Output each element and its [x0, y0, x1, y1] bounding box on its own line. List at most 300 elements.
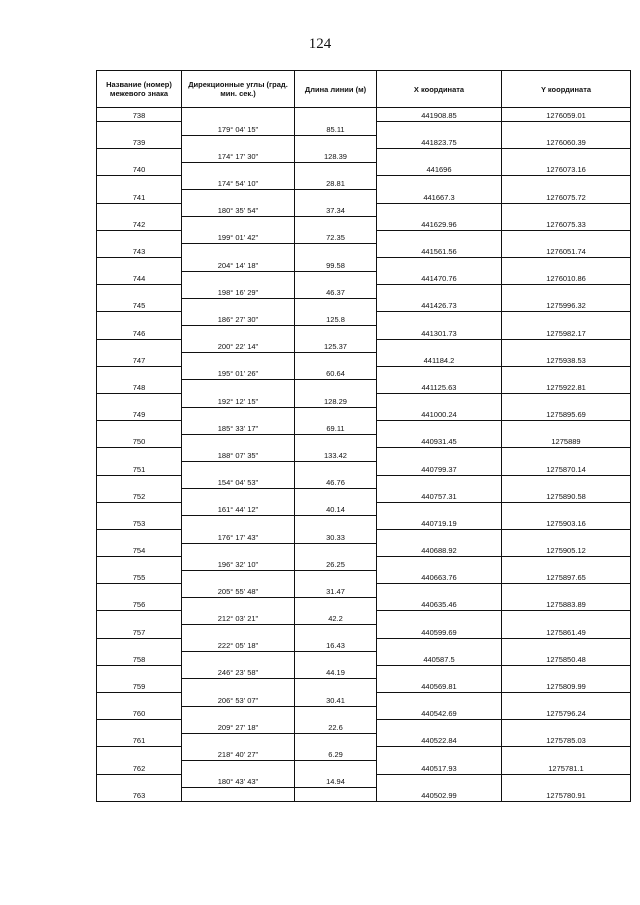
y-coordinate: 1276010.86	[502, 271, 631, 285]
empty-cell	[97, 149, 182, 163]
empty-cell	[182, 679, 295, 693]
empty-cell	[182, 353, 295, 367]
point-name: 753	[97, 516, 182, 530]
empty-cell	[182, 570, 295, 584]
empty-cell	[502, 611, 631, 625]
empty-cell	[182, 271, 295, 285]
table-row	[97, 353, 631, 367]
x-coordinate: 441426.73	[377, 298, 502, 312]
y-coordinate: 1275890.58	[502, 489, 631, 503]
empty-cell	[502, 720, 631, 734]
table-row	[97, 679, 631, 693]
direction-angle: 204° 14' 18"	[182, 258, 295, 272]
empty-cell	[182, 135, 295, 149]
y-coordinate: 1275809.99	[502, 679, 631, 693]
x-coordinate: 440599.69	[377, 625, 502, 639]
direction-angle: 174° 17' 30"	[182, 149, 295, 163]
line-length: 128.29	[295, 393, 377, 407]
empty-cell	[97, 230, 182, 244]
table-row	[97, 135, 631, 149]
empty-cell	[182, 162, 295, 176]
empty-cell	[377, 693, 502, 707]
empty-cell	[295, 489, 377, 503]
table-row	[97, 761, 631, 775]
empty-cell	[182, 489, 295, 503]
table-row	[97, 597, 631, 611]
y-coordinate: 1276073.16	[502, 162, 631, 176]
line-length: 44.19	[295, 665, 377, 679]
direction-angle: 206° 53' 07"	[182, 693, 295, 707]
empty-cell	[295, 135, 377, 149]
x-coordinate: 440931.45	[377, 434, 502, 448]
empty-cell	[377, 366, 502, 380]
empty-cell	[377, 665, 502, 679]
point-name: 739	[97, 135, 182, 149]
empty-cell	[502, 122, 631, 136]
direction-angle: 176° 17' 43"	[182, 529, 295, 543]
empty-cell	[295, 162, 377, 176]
table-row	[97, 122, 631, 136]
table-row	[97, 326, 631, 340]
point-name: 752	[97, 489, 182, 503]
empty-cell	[182, 326, 295, 340]
empty-cell	[182, 380, 295, 394]
empty-cell	[502, 203, 631, 217]
table-row	[97, 108, 631, 122]
empty-cell	[295, 108, 377, 122]
line-length: 22.6	[295, 720, 377, 734]
table-row	[97, 543, 631, 557]
empty-cell	[377, 258, 502, 272]
point-name: 741	[97, 190, 182, 204]
direction-angle: 205° 55' 48"	[182, 584, 295, 598]
empty-cell	[502, 774, 631, 788]
empty-cell	[295, 271, 377, 285]
point-name: 751	[97, 461, 182, 475]
empty-cell	[502, 502, 631, 516]
table-row	[97, 190, 631, 204]
table-row	[97, 271, 631, 285]
point-name: 750	[97, 434, 182, 448]
table-row	[97, 706, 631, 720]
direction-angle: 199° 01' 42"	[182, 230, 295, 244]
empty-cell	[97, 693, 182, 707]
y-coordinate: 1275903.16	[502, 516, 631, 530]
line-length: 85.11	[295, 122, 377, 136]
direction-angle: 196° 32' 10"	[182, 557, 295, 571]
empty-cell	[97, 285, 182, 299]
x-coordinate: 441908.85	[377, 108, 502, 122]
point-name: 761	[97, 733, 182, 747]
empty-cell	[295, 733, 377, 747]
empty-cell	[182, 761, 295, 775]
empty-cell	[182, 625, 295, 639]
empty-cell	[502, 285, 631, 299]
x-coordinate: 441823.75	[377, 135, 502, 149]
empty-cell	[377, 611, 502, 625]
empty-cell	[377, 339, 502, 353]
y-coordinate: 1275897.65	[502, 570, 631, 584]
empty-cell	[377, 448, 502, 462]
empty-cell	[97, 339, 182, 353]
empty-cell	[182, 217, 295, 231]
empty-cell	[295, 326, 377, 340]
table-row	[97, 339, 631, 353]
empty-cell	[97, 529, 182, 543]
point-name: 756	[97, 597, 182, 611]
empty-cell	[97, 203, 182, 217]
empty-cell	[97, 366, 182, 380]
empty-cell	[295, 543, 377, 557]
line-length: 28.81	[295, 176, 377, 190]
line-length: 72.35	[295, 230, 377, 244]
point-name: 754	[97, 543, 182, 557]
table-header-row	[97, 71, 631, 108]
direction-angle: 186° 27' 30"	[182, 312, 295, 326]
empty-cell	[97, 448, 182, 462]
table-row	[97, 774, 631, 788]
x-coordinate: 440517.93	[377, 761, 502, 775]
header-y: Y координата	[502, 71, 631, 108]
empty-cell	[377, 529, 502, 543]
empty-cell	[377, 747, 502, 761]
table-row	[97, 434, 631, 448]
line-length: 42.2	[295, 611, 377, 625]
empty-cell	[502, 747, 631, 761]
empty-cell	[502, 693, 631, 707]
direction-angle: 246° 23' 58"	[182, 665, 295, 679]
empty-cell	[182, 407, 295, 421]
empty-cell	[502, 339, 631, 353]
empty-cell	[97, 584, 182, 598]
empty-cell	[295, 298, 377, 312]
line-length: 128.39	[295, 149, 377, 163]
x-coordinate: 440587.5	[377, 652, 502, 666]
table-row	[97, 176, 631, 190]
line-length: 31.47	[295, 584, 377, 598]
empty-cell	[377, 203, 502, 217]
empty-cell	[502, 448, 631, 462]
y-coordinate: 1275982.17	[502, 326, 631, 340]
empty-cell	[295, 380, 377, 394]
table-row	[97, 693, 631, 707]
x-coordinate: 440635.46	[377, 597, 502, 611]
empty-cell	[182, 244, 295, 258]
y-coordinate: 1275922.81	[502, 380, 631, 394]
x-coordinate: 440719.19	[377, 516, 502, 530]
empty-cell	[97, 774, 182, 788]
empty-cell	[182, 733, 295, 747]
y-coordinate: 1276051.74	[502, 244, 631, 258]
point-name: 746	[97, 326, 182, 340]
empty-cell	[182, 108, 295, 122]
empty-cell	[182, 516, 295, 530]
line-length: 37.34	[295, 203, 377, 217]
line-length: 46.37	[295, 285, 377, 299]
empty-cell	[182, 597, 295, 611]
empty-cell	[295, 788, 377, 802]
y-coordinate: 1275905.12	[502, 543, 631, 557]
point-name: 755	[97, 570, 182, 584]
table-row	[97, 502, 631, 516]
x-coordinate: 440522.84	[377, 733, 502, 747]
table-row	[97, 652, 631, 666]
point-name: 748	[97, 380, 182, 394]
table-row	[97, 366, 631, 380]
table-row	[97, 393, 631, 407]
line-length: 26.25	[295, 557, 377, 571]
table-row	[97, 570, 631, 584]
table-row	[97, 733, 631, 747]
x-coordinate: 440502.99	[377, 788, 502, 802]
empty-cell	[97, 720, 182, 734]
empty-cell	[97, 475, 182, 489]
table-row	[97, 788, 631, 802]
point-name: 757	[97, 625, 182, 639]
empty-cell	[97, 312, 182, 326]
empty-cell	[502, 366, 631, 380]
line-length: 60.64	[295, 366, 377, 380]
empty-cell	[377, 176, 502, 190]
table-row	[97, 720, 631, 734]
empty-cell	[502, 393, 631, 407]
empty-cell	[97, 176, 182, 190]
empty-cell	[97, 502, 182, 516]
table-row	[97, 475, 631, 489]
empty-cell	[502, 665, 631, 679]
empty-cell	[295, 625, 377, 639]
empty-cell	[502, 176, 631, 190]
empty-cell	[182, 788, 295, 802]
header-angle: Дирекционные углы (град. мин. сек.)	[182, 71, 295, 108]
line-length: 99.58	[295, 258, 377, 272]
table-row	[97, 611, 631, 625]
y-coordinate: 1276060.39	[502, 135, 631, 149]
table-row	[97, 244, 631, 258]
empty-cell	[97, 557, 182, 571]
direction-angle: 180° 43' 43"	[182, 774, 295, 788]
table-row	[97, 380, 631, 394]
y-coordinate: 1275938.53	[502, 353, 631, 367]
table-row	[97, 665, 631, 679]
table-row	[97, 149, 631, 163]
point-name: 744	[97, 271, 182, 285]
point-name: 763	[97, 788, 182, 802]
empty-cell	[502, 149, 631, 163]
line-length: 46.76	[295, 475, 377, 489]
x-coordinate: 440663.76	[377, 570, 502, 584]
direction-angle: 161° 44' 12"	[182, 502, 295, 516]
table-row	[97, 298, 631, 312]
table-row	[97, 557, 631, 571]
point-name: 760	[97, 706, 182, 720]
empty-cell	[295, 244, 377, 258]
empty-cell	[377, 285, 502, 299]
empty-cell	[182, 190, 295, 204]
point-name: 749	[97, 407, 182, 421]
empty-cell	[295, 652, 377, 666]
x-coordinate: 441125.63	[377, 380, 502, 394]
table-body	[97, 108, 631, 802]
direction-angle: 222° 05' 18"	[182, 638, 295, 652]
empty-cell	[295, 516, 377, 530]
line-length: 133.42	[295, 448, 377, 462]
y-coordinate: 1275780.91	[502, 788, 631, 802]
empty-cell	[295, 461, 377, 475]
direction-angle: 192° 12' 15"	[182, 393, 295, 407]
table-row	[97, 448, 631, 462]
empty-cell	[182, 461, 295, 475]
empty-cell	[377, 312, 502, 326]
empty-cell	[97, 421, 182, 435]
point-name: 745	[97, 298, 182, 312]
table-row	[97, 516, 631, 530]
x-coordinate: 441629.96	[377, 217, 502, 231]
coordinates-table	[96, 70, 631, 802]
empty-cell	[502, 475, 631, 489]
point-name: 747	[97, 353, 182, 367]
empty-cell	[502, 557, 631, 571]
point-name: 743	[97, 244, 182, 258]
empty-cell	[97, 638, 182, 652]
line-length: 6.29	[295, 747, 377, 761]
empty-cell	[377, 149, 502, 163]
x-coordinate: 440542.69	[377, 706, 502, 720]
point-name: 738	[97, 108, 182, 122]
direction-angle: 209° 27' 18"	[182, 720, 295, 734]
empty-cell	[97, 258, 182, 272]
point-name: 759	[97, 679, 182, 693]
point-name: 758	[97, 652, 182, 666]
empty-cell	[502, 312, 631, 326]
table-row	[97, 285, 631, 299]
y-coordinate: 1275996.32	[502, 298, 631, 312]
table-row	[97, 625, 631, 639]
point-name: 740	[97, 162, 182, 176]
empty-cell	[502, 638, 631, 652]
empty-cell	[377, 720, 502, 734]
table-row	[97, 203, 631, 217]
line-length: 30.33	[295, 529, 377, 543]
direction-angle: 180° 35' 54"	[182, 203, 295, 217]
empty-cell	[182, 434, 295, 448]
header-x: X координата	[377, 71, 502, 108]
line-length: 69.11	[295, 421, 377, 435]
point-name: 742	[97, 217, 182, 231]
empty-cell	[182, 543, 295, 557]
direction-angle: 185° 33' 17"	[182, 421, 295, 435]
empty-cell	[182, 652, 295, 666]
empty-cell	[502, 584, 631, 598]
point-name: 762	[97, 761, 182, 775]
empty-cell	[377, 475, 502, 489]
empty-cell	[377, 421, 502, 435]
empty-cell	[295, 407, 377, 421]
line-length: 125.37	[295, 339, 377, 353]
x-coordinate: 441696	[377, 162, 502, 176]
y-coordinate: 1275895.69	[502, 407, 631, 421]
empty-cell	[295, 679, 377, 693]
table-row	[97, 584, 631, 598]
direction-angle: 154° 04' 53"	[182, 475, 295, 489]
direction-angle: 195° 01' 26"	[182, 366, 295, 380]
y-coordinate: 1276059.01	[502, 108, 631, 122]
table-row	[97, 230, 631, 244]
line-length: 14.94	[295, 774, 377, 788]
direction-angle: 212° 03' 21"	[182, 611, 295, 625]
page-number: 124	[308, 36, 332, 52]
empty-cell	[377, 638, 502, 652]
empty-cell	[295, 190, 377, 204]
table-row	[97, 162, 631, 176]
x-coordinate: 441184.2	[377, 353, 502, 367]
empty-cell	[97, 747, 182, 761]
y-coordinate: 1275781.1	[502, 761, 631, 775]
direction-angle: 174° 54' 10"	[182, 176, 295, 190]
empty-cell	[502, 230, 631, 244]
y-coordinate: 1276075.72	[502, 190, 631, 204]
y-coordinate: 1275870.14	[502, 461, 631, 475]
empty-cell	[97, 122, 182, 136]
x-coordinate: 441667.3	[377, 190, 502, 204]
empty-cell	[502, 258, 631, 272]
y-coordinate: 1276075.33	[502, 217, 631, 231]
table-row	[97, 407, 631, 421]
y-coordinate: 1275883.89	[502, 597, 631, 611]
table-row	[97, 461, 631, 475]
line-length: 30.41	[295, 693, 377, 707]
empty-cell	[97, 393, 182, 407]
table-row	[97, 489, 631, 503]
empty-cell	[377, 774, 502, 788]
x-coordinate: 441301.73	[377, 326, 502, 340]
y-coordinate: 1275796.24	[502, 706, 631, 720]
empty-cell	[295, 761, 377, 775]
x-coordinate: 440569.81	[377, 679, 502, 693]
x-coordinate: 441000.24	[377, 407, 502, 421]
x-coordinate: 441561.56	[377, 244, 502, 258]
y-coordinate: 1275785.03	[502, 733, 631, 747]
empty-cell	[295, 353, 377, 367]
x-coordinate: 440757.31	[377, 489, 502, 503]
table-row	[97, 421, 631, 435]
empty-cell	[502, 529, 631, 543]
empty-cell	[502, 421, 631, 435]
line-length: 40.14	[295, 502, 377, 516]
x-coordinate: 440688.92	[377, 543, 502, 557]
direction-angle: 200° 22' 14"	[182, 339, 295, 353]
empty-cell	[97, 611, 182, 625]
line-length: 16.43	[295, 638, 377, 652]
empty-cell	[182, 706, 295, 720]
line-length: 125.8	[295, 312, 377, 326]
empty-cell	[295, 434, 377, 448]
table-row	[97, 638, 631, 652]
y-coordinate: 1275889	[502, 434, 631, 448]
table-row	[97, 312, 631, 326]
header-name: Название (номер) межевого знака	[97, 71, 182, 108]
direction-angle: 218° 40' 27"	[182, 747, 295, 761]
empty-cell	[377, 584, 502, 598]
empty-cell	[377, 230, 502, 244]
header-length: Длина линии (м)	[295, 71, 377, 108]
y-coordinate: 1275850.48	[502, 652, 631, 666]
empty-cell	[295, 597, 377, 611]
table-row	[97, 747, 631, 761]
empty-cell	[295, 706, 377, 720]
empty-cell	[97, 665, 182, 679]
table-row	[97, 217, 631, 231]
